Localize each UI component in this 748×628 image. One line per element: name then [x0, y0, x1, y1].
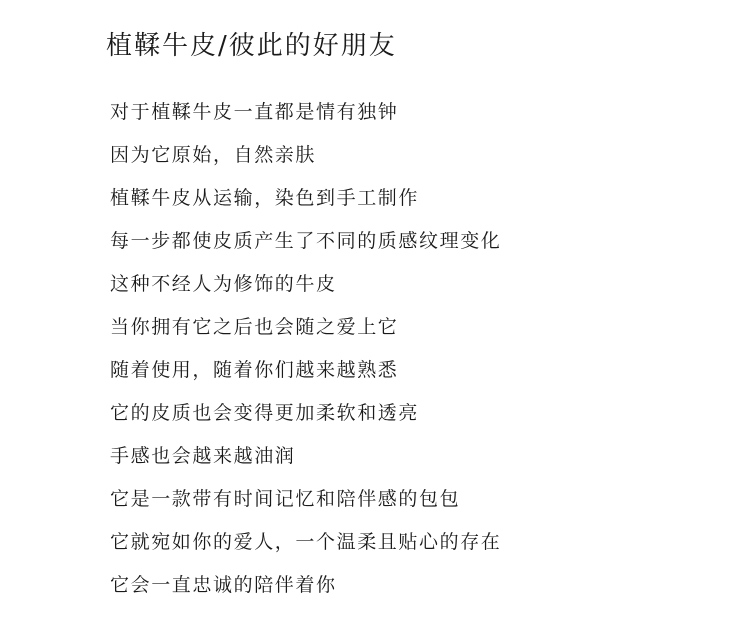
text-line: 植鞣牛皮从运输，染色到手工制作 [110, 187, 420, 209]
page-title: 植鞣牛皮/彼此的好朋友 [106, 31, 397, 61]
text-body [110, 96, 501, 612]
text-line: 它的皮质也会变得更加柔软和透亮 [110, 402, 420, 424]
text-line: 它就宛如你的爱人，一个温柔且贴心的存在 [110, 531, 502, 553]
text-line: 随着使用，随着你们越来越熟悉 [110, 359, 399, 381]
text-line: 当你拥有它之后也会随之爱上它 [110, 316, 399, 338]
text-line: 对于植鞣牛皮一直都是情有独钟 [110, 101, 399, 123]
text-line: 它是一款带有时间记忆和陪伴感的包包 [110, 488, 461, 510]
text-line: 因为它原始，自然亲肤 [110, 144, 317, 166]
text-line: 手感也会越来越油润 [110, 445, 296, 467]
text-line: 每一步都使皮质产生了不同的质感纹理变化 [110, 230, 502, 252]
text-line: 它会一直忠诚的陪伴着你 [110, 574, 337, 596]
text-line: 这种不经人为修饰的牛皮 [110, 273, 337, 295]
